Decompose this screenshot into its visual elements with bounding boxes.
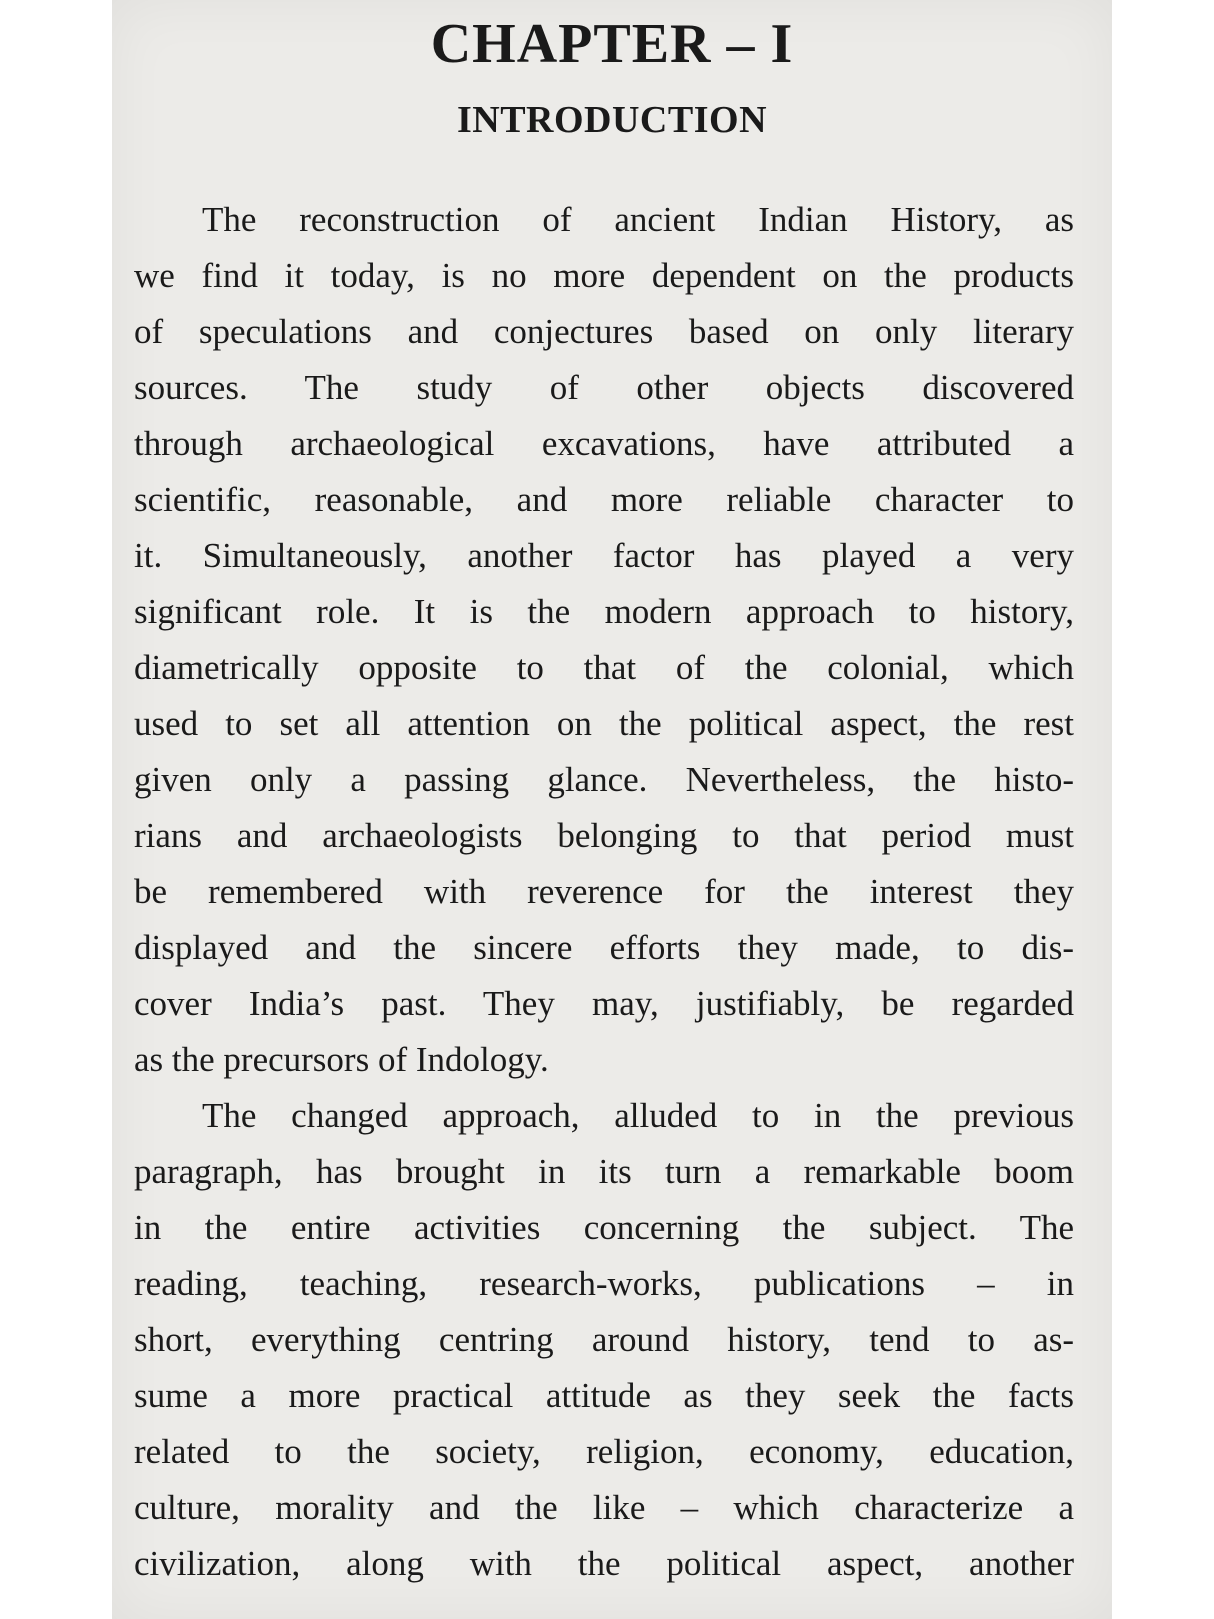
section-title: INTRODUCTION bbox=[456, 99, 768, 141]
text-line: sume a more practical attitude as they seek the facts bbox=[134, 1376, 1074, 1415]
text-line: given only a passing glance. Nevertheless, the histo- bbox=[134, 760, 1074, 799]
text-line: related to the society, religion, economy, education, bbox=[134, 1432, 1074, 1471]
text-line: The changed approach, alluded to in the previous bbox=[202, 1096, 1074, 1135]
text-line: significant role. It is the modern approach to history, bbox=[134, 592, 1074, 631]
text-line: rians and archaeologists belonging to that period must bbox=[134, 816, 1074, 855]
text-line: we find it today, is no more dependent on the products bbox=[134, 256, 1074, 295]
text-line: of speculations and conjectures based on only literary bbox=[134, 312, 1074, 351]
text-line: reading, teaching, research-works, publications – in bbox=[134, 1264, 1074, 1303]
body-text bbox=[134, 192, 1074, 1592]
text-line: culture, morality and the like – which characterize a bbox=[134, 1488, 1074, 1527]
text-line: it. Simultaneously, another factor has played a very bbox=[134, 536, 1074, 575]
book-page bbox=[112, 0, 1112, 1619]
text-line: sources. The study of other objects discovered bbox=[134, 368, 1074, 407]
text-line: civilization, along with the political aspect, another bbox=[134, 1544, 1074, 1583]
text-line: The reconstruction of ancient Indian History, as bbox=[202, 200, 1074, 239]
text-line: short, everything centring around history, tend to as- bbox=[134, 1320, 1074, 1359]
text-line: displayed and the sincere efforts they made, to dis- bbox=[134, 928, 1074, 967]
text-line: through archaeological excavations, have attributed a bbox=[134, 424, 1074, 463]
text-line: in the entire activities concerning the subject. The bbox=[134, 1208, 1074, 1247]
text-line: scientific, reasonable, and more reliable character to bbox=[134, 480, 1074, 519]
text-line: diametrically opposite to that of the colonial, which bbox=[134, 648, 1074, 687]
text-line: be remembered with reverence for the interest they bbox=[134, 872, 1074, 911]
chapter-title: CHAPTER – I bbox=[430, 13, 794, 75]
text-line: as the precursors of Indology. bbox=[134, 1040, 549, 1079]
text-line: cover India’s past. They may, justifiably, be regarded bbox=[134, 984, 1074, 1023]
text-line: used to set all attention on the political aspect, the rest bbox=[134, 704, 1074, 743]
text-line: paragraph, has brought in its turn a remarkable boom bbox=[134, 1152, 1074, 1191]
